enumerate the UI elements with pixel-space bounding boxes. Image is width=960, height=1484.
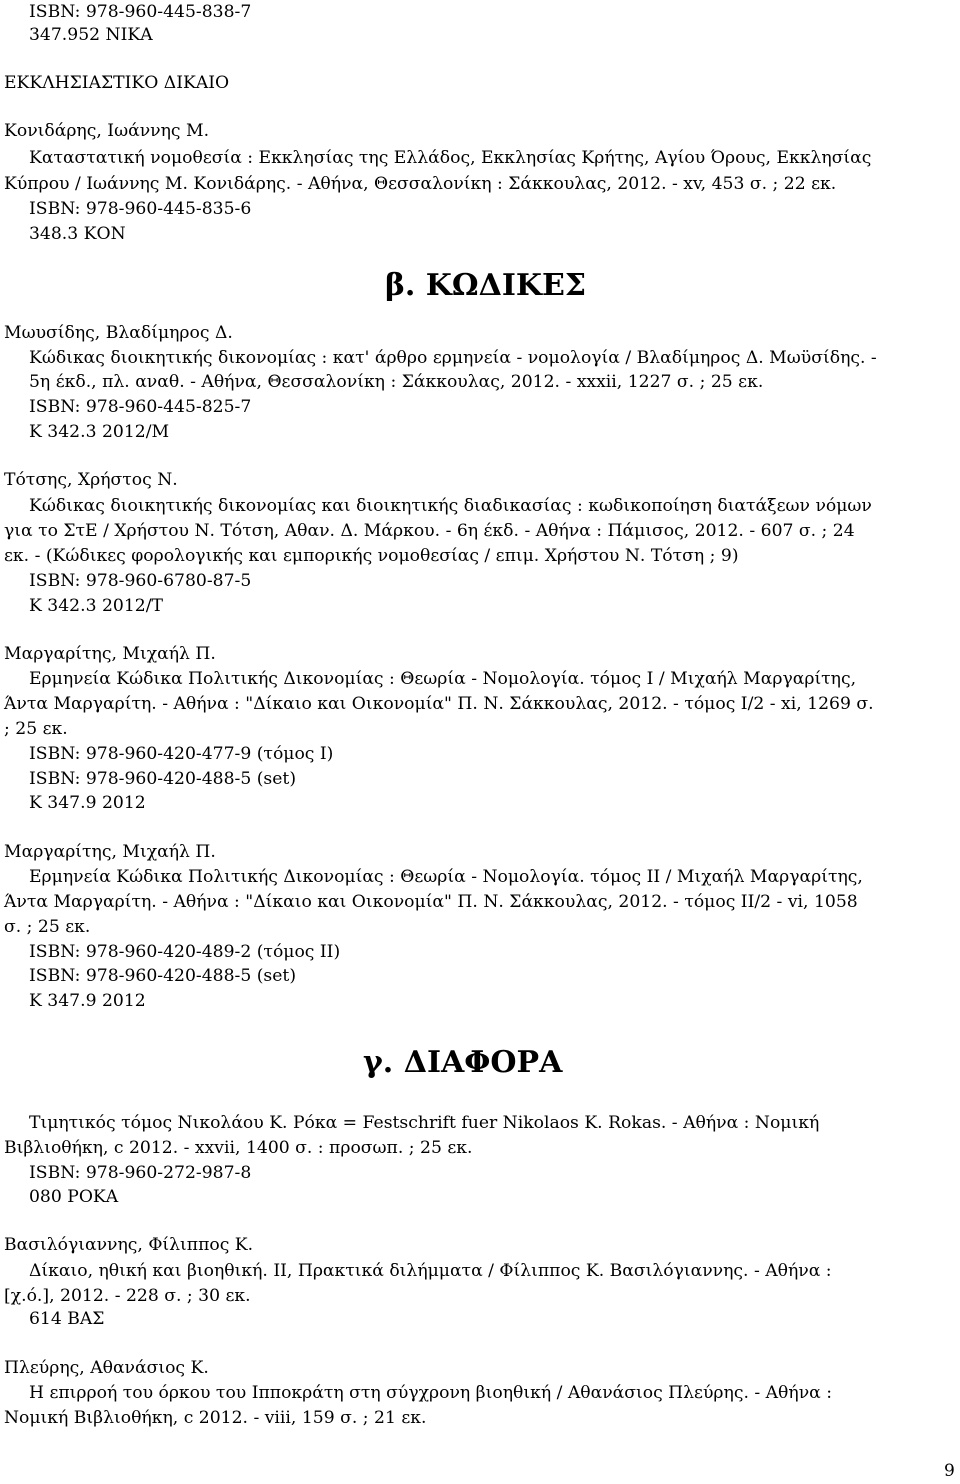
isbn-line: ISBN: 978-960-420-477-9 (τόμος Ι) [29, 744, 334, 764]
entry-author: Μωυσίδης, Βλαδίμηρος Δ. [4, 323, 233, 343]
entry-description: Ερμηνεία Κώδικα Πολιτικής Δικονομίας : Θεωρία - Νομολογία. τόμος ΙΙ / Μιχαήλ Μαργαρίτης, [29, 867, 863, 887]
entry-description: εκ. - (Κώδικες φορολογικής και εμπορικής νομοθεσίας / επιμ. Χρήστου Ν. Τότση ; 9) [4, 546, 739, 566]
entry-description: Η επιρροή του όρκου του Ιπποκράτη στη σύγχρονη βιοηθική / Αθανάσιος Πλεύρης. - Αθήνα : [29, 1383, 833, 1403]
entry-description: σ. ; 25 εκ. [4, 917, 91, 937]
isbn-line: ISBN: 978-960-420-488-5 (set) [29, 966, 297, 986]
entry-author: Μαργαρίτης, Μιχαήλ Π. [4, 842, 216, 862]
call-number: Κ 347.9 2012 [29, 793, 146, 813]
entry-description: 5η έκδ., πλ. αναθ. - Αθήνα, Θεσσαλονίκη : Σάκκουλας, 2012. - xxxii, 1227 σ. ; 25 εκ. [29, 372, 764, 392]
call-number: 347.952 ΝΙΚΑ [29, 25, 153, 45]
entry-description: Άντα Μαργαρίτη. - Αθήνα : "Δίκαιο και Οικονομία" Π. Ν. Σάκκουλας, 2012. - τόμος Ι/2 - xi, 1269 σ. [4, 694, 874, 714]
page-number: 9 [944, 1461, 955, 1481]
entry-description: για το ΣτΕ / Χρήστου Ν. Τότση, Αθαν. Δ. Μάρκου. - 6η έκδ. - Αθήνα : Πάμισος, 2012. - 607 σ. ; 24 [4, 521, 855, 541]
entry-description: Καταστατική νομοθεσία : Εκκλησίας της Ελλάδος, Εκκλησίας Κρήτης, Αγίου Όρους, Εκκλησίας [29, 148, 872, 168]
entry-description: Βιβλιοθήκη, c 2012. - xxvii, 1400 σ. : προσωπ. ; 25 εκ. [4, 1138, 473, 1158]
entry-author: Βασιλόγιαννης, Φίλιππος Κ. [4, 1235, 254, 1255]
entry-description: Ερμηνεία Κώδικα Πολιτικής Δικονομίας : Θεωρία - Νομολογία. τόμος Ι / Μιχαήλ Μαργαρίτης, [29, 669, 857, 689]
call-number: 348.3 ΚΟΝ [29, 224, 126, 244]
entry-description: [χ.ό.], 2012. - 228 σ. ; 30 εκ. [4, 1286, 251, 1306]
entry-author: Μαργαρίτης, Μιχαήλ Π. [4, 644, 216, 664]
call-number: 080 ΡΟΚΑ [29, 1187, 119, 1207]
isbn-line: ISBN: 978-960-420-488-5 (set) [29, 769, 297, 789]
entry-description: Άντα Μαργαρίτη. - Αθήνα : "Δίκαιο και Οικονομία" Π. Ν. Σάκκουλας, 2012. - τόμος ΙΙ/2 - vi, 1058 [4, 892, 858, 912]
section-title: ΕΚΚΛΗΣΙΑΣΤΙΚΟ ΔΙΚΑΙΟ [4, 73, 230, 93]
section-heading-misc: γ. ΔΙΑΦΟΡΑ [363, 1045, 563, 1080]
entry-description: Νομική Βιβλιοθήκη, c 2012. - viii, 159 σ. ; 21 εκ. [4, 1408, 427, 1428]
isbn-line: ISBN: 978-960-445-838-7 [29, 2, 252, 22]
isbn-line: ISBN: 978-960-420-489-2 (τόμος ΙΙ) [29, 942, 341, 962]
entry-author: Κονιδάρης, Ιωάννης Μ. [4, 121, 210, 141]
entry-author: Πλεύρης, Αθανάσιος Κ. [4, 1358, 209, 1378]
entry-description: Κώδικας διοικητικής δικονομίας : κατ' άρθρο ερμηνεία - νομολογία / Βλαδίμηρος Δ. Μωϋσίδης. - [29, 348, 877, 368]
call-number: Κ 347.9 2012 [29, 991, 146, 1011]
entry-description: Δίκαιο, ηθική και βιοηθική. ΙΙ, Πρακτικά διλήμματα / Φίλιππος Κ. Βασιλόγιαννης. - Αθήνα : [29, 1261, 832, 1281]
isbn-line: ISBN: 978-960-272-987-8 [29, 1163, 252, 1183]
call-number: 614 ΒΑΣ [29, 1309, 105, 1329]
isbn-line: ISBN: 978-960-6780-87-5 [29, 571, 252, 591]
entry-description: ; 25 εκ. [4, 719, 68, 739]
entry-description: Τιμητικός τόμος Νικολάου Κ. Ρόκα = Festschrift fuer Nikolaos K. Rokas. - Αθήνα : Νομική [29, 1113, 820, 1133]
isbn-line: ISBN: 978-960-445-835-6 [29, 199, 252, 219]
call-number: Κ 342.3 2012/Τ [29, 596, 163, 616]
entry-description: Κύπρου / Ιωάννης Μ. Κονιδάρης. - Αθήνα, Θεσσαλονίκη : Σάκκουλας, 2012. - xv, 453 σ. ; 22 εκ. [4, 174, 837, 194]
call-number: Κ 342.3 2012/Μ [29, 422, 170, 442]
section-heading-codes: β. ΚΩΔΙΚΕΣ [385, 268, 587, 303]
isbn-line: ISBN: 978-960-445-825-7 [29, 397, 252, 417]
entry-description: Κώδικας διοικητικής δικονομίας και διοικητικής διαδικασίας : κωδικοποίηση διατάξεων νόμων [29, 496, 872, 516]
entry-author: Τότσης, Χρήστος Ν. [4, 470, 178, 490]
